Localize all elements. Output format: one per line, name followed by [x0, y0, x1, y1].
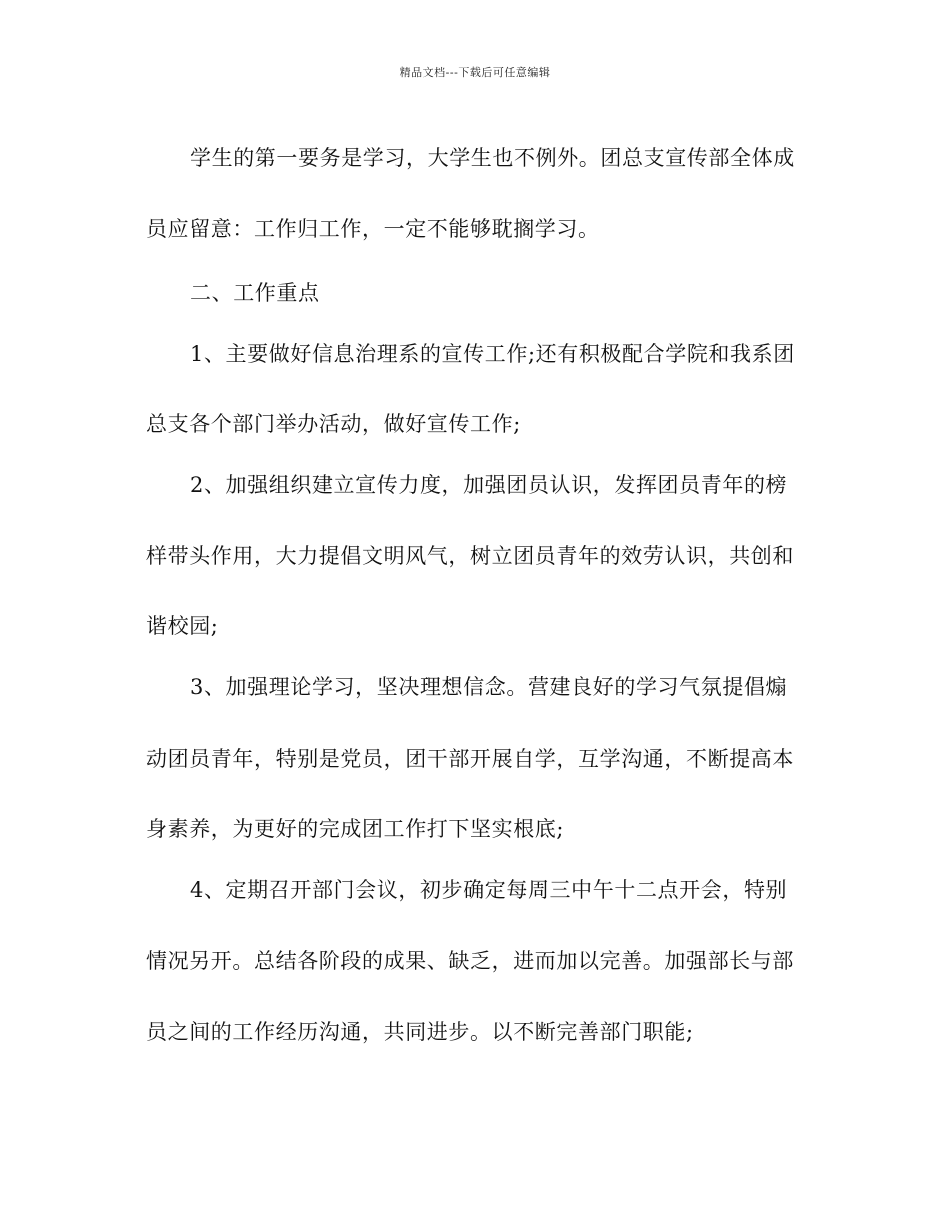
- paragraph-line: 身素养，为更好的完成团工作打下坚实根底;: [146, 817, 565, 841]
- paragraph-line: 1、主要做好信息治理系的宣传工作;还有积极配合学院和我系团: [190, 342, 795, 366]
- paragraph-line: 2、加强组织建立宣传力度，加强团员认识，发挥团员青年的榜: [190, 473, 788, 497]
- paragraph-line: 员之间的工作经历沟通，共同进步。以不断完善部门职能;: [146, 1020, 694, 1044]
- paragraph-line: 3、加强理论学习，坚决理想信念。营建良好的学习气氛提倡煽: [190, 675, 788, 699]
- paragraph-line: 谐校园;: [146, 614, 219, 638]
- paragraph-line: 员应留意：工作归工作，一定不能够耽搁学习。: [146, 217, 600, 241]
- section-heading: 二、工作重点: [190, 281, 320, 305]
- paragraph-line: 总支各个部门举办活动，做好宣传工作;: [146, 412, 521, 436]
- paragraph-line: 4、定期召开部门会议，初步确定每周三中午十二点开会，特别: [190, 878, 788, 902]
- page-header: 精品文档---下载后可任意编辑: [399, 66, 551, 79]
- paragraph-line: 情况另开。总结各阶段的成果、缺乏，进而加以完善。加强部长与部: [146, 949, 794, 973]
- paragraph-line: 样带头作用，大力提倡文明风气，树立团员青年的效劳认识，共创和: [146, 544, 794, 568]
- paragraph-line: 学生的第一要务是学习，大学生也不例外。团总支宣传部全体成: [190, 146, 795, 170]
- paragraph-line: 动团员青年，特别是党员，团干部开展自学，互学沟通，不断提高本: [146, 747, 794, 771]
